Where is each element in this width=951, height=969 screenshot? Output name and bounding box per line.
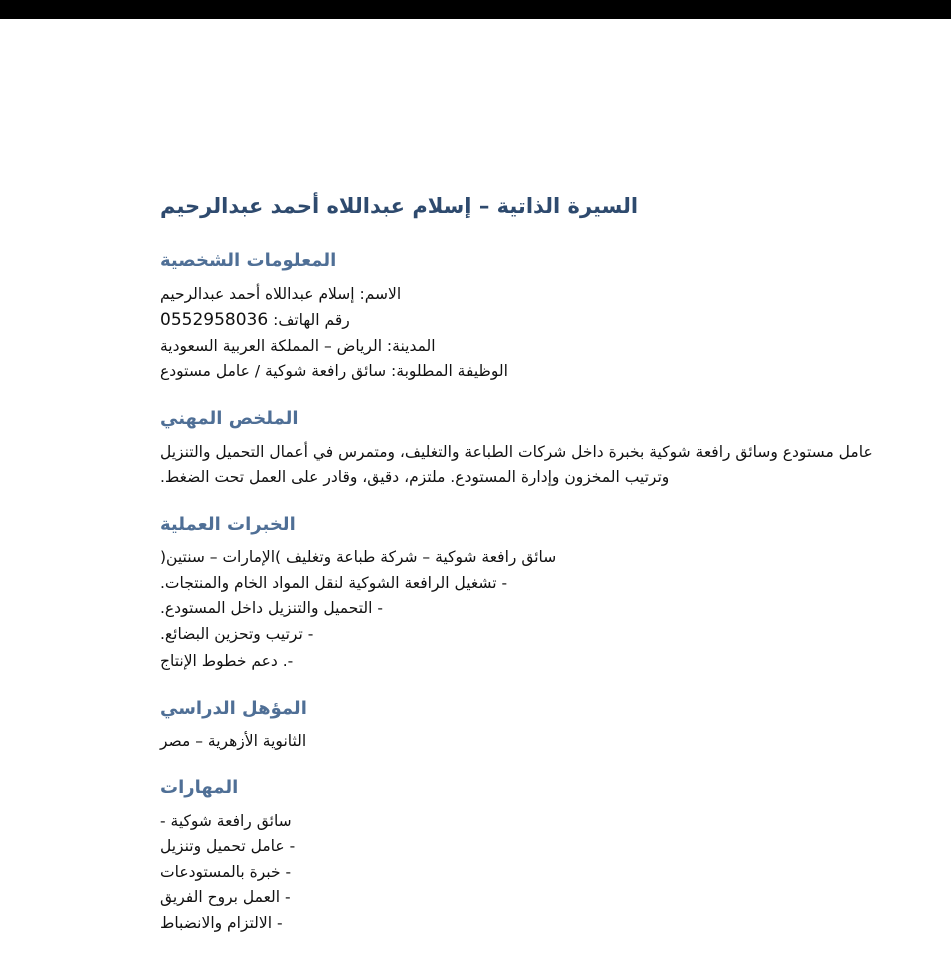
resume-document [160, 0, 920, 969]
personal-info-heading: المعلومات الشخصية [160, 250, 337, 271]
summary-line-1: عامل مستودع وسائق رافعة شوكية بخبرة داخل شركات الطباعة والتغليف، ومتمرس في أعمال التحميل والتنزيل [160, 443, 873, 461]
education-heading: المؤهل الدراسي [160, 698, 307, 719]
education-line: الثانوية الأزهرية – مصر [160, 732, 307, 750]
document-title: السيرة الذاتية – إسلام عبداللاه أحمد عبدالرحيم [160, 194, 639, 218]
experience-line-2: - تشغيل الرافعة الشوكية لنقل المواد الخام والمنتجات. [160, 574, 508, 592]
phone-label: رقم الهاتف: [268, 311, 350, 329]
summary-line-2: وترتيب المخزون وإدارة المستودع. ملتزم، دقيق، وقادر على العمل تحت الضغط. [160, 468, 670, 486]
city-line: المدينة: الرياض – المملكة العربية السعودية [160, 337, 436, 355]
skill-item: - العمل بروح الفريق [160, 888, 291, 906]
summary-heading: الملخص المهني [160, 408, 299, 429]
name-line: الاسم: إسلام عبداللاه أحمد عبدالرحيم [160, 285, 402, 303]
experience-line-4: - ترتيب وتحزين البضائع. [160, 625, 314, 643]
phone-number: 0552958036 [160, 310, 269, 330]
experience-line-5: -. دعم خطوط الإنتاج [160, 652, 294, 670]
experience-heading: الخبرات العملية [160, 514, 296, 535]
skills-heading: المهارات [160, 777, 239, 798]
skill-item: سائق رافعة شوكية - [160, 812, 292, 830]
skill-item: - الالتزام والانضباط [160, 914, 283, 932]
experience-line-1: سائق رافعة شوكية – شركة طباعة وتغليف )الإمارات – سنتين( [160, 548, 557, 566]
job-line: الوظيفة المطلوبة: سائق رافعة شوكية / عامل مستودع [160, 362, 508, 380]
phone-line [160, 309, 350, 331]
experience-line-3: - التحميل والتنزيل داخل المستودع. [160, 599, 383, 617]
skill-item: - خبرة بالمستودعات [160, 863, 292, 881]
skill-item: - عامل تحميل وتنزيل [160, 837, 296, 855]
